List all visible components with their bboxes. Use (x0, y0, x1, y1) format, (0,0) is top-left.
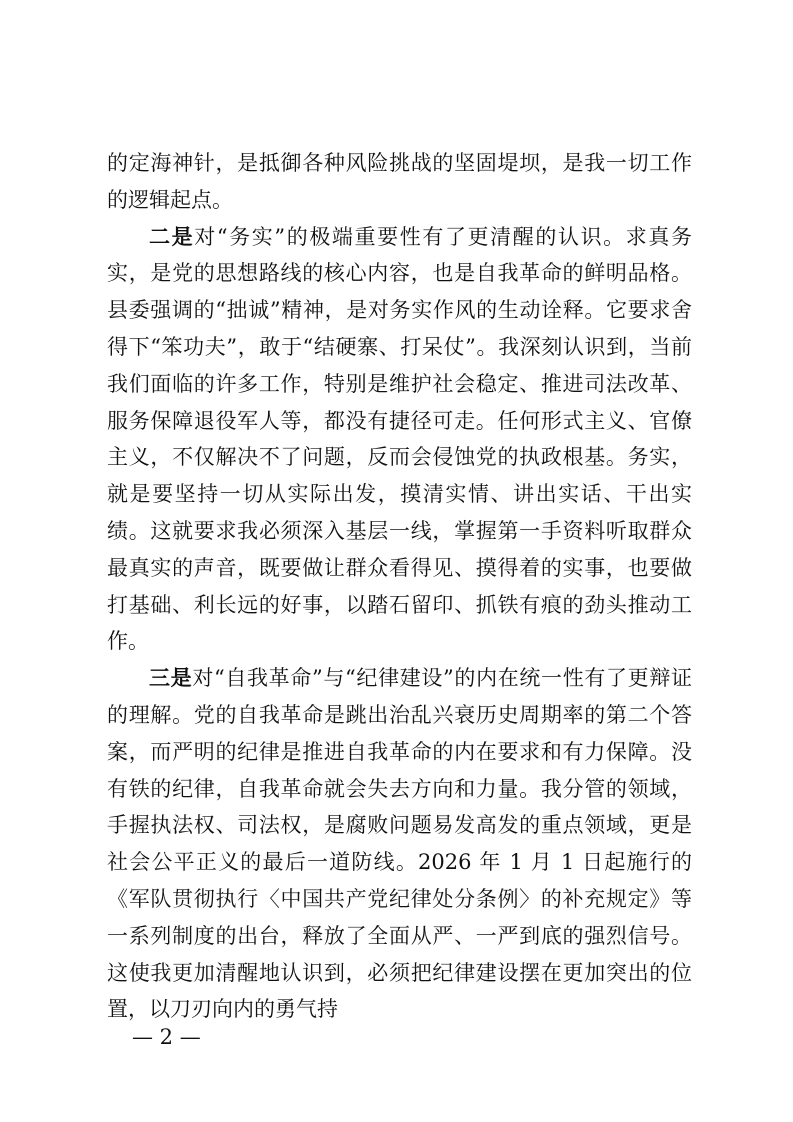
document-body (107, 145, 692, 1028)
page-number: — 2 — (132, 1025, 201, 1049)
paragraph-3 (107, 660, 692, 1028)
paragraph-2-text: 对“务实”的极端重要性有了更清醒的认识。求真务实，是党的思想路线的核心内容，也是自我革命的鲜明品格。县委强调的“拙诚”精神，是对务实作风的生动诠释。它要求舍得下“笨功夫”，敢于“结硬寨、打呆仗”。我深刻认识到，当前我们面临的许多工作，特别是维护社会稳定、推进司法改革、服务保障退役军人等，都没有捷径可走。任何形式主义、官僚主义，不仅解决不了问题，反而会侵蚀党的执政根基。务实，就是要坚持一切从实际出发，摸清实情、讲出实话、干出实绩。这就要求我必须深入基层一线，掌握第一手资料听取群众最真实的声音，既要做让群众看得见、摸得着的实事，也要做打基础、利长远的好事，以踏石留印、抓铁有痕的劲头推动工作。 (107, 224, 692, 654)
paragraph-2 (107, 219, 692, 661)
paragraph-3-text: 对“自我革命”与“纪律建设”的内在统一性有了更辩证的理解。党的自我革命是跳出治乱兴衰历史周期率的第二个答案，而严明的纪律是推进自我革命的内在要求和有力保障。没有铁的纪律，自我革命就会失去方向和力量。我分管的领域，手握执法权、司法权，是腐败问题易发高发的重点领域，更是社会公平正义的最后一道防线。2026 年 1 月 1 日起施行的《军队贯彻执行〈中国共产党纪律处分条例〉的补充规定》等一系列制度的出台，释放了全面从严、一严到底的强烈信号。这使我更加清醒地认识到，必须把纪律建设摆在更加突出的位置，以刀刃向内的勇气持 (107, 666, 692, 1022)
paragraph-1 (107, 145, 692, 219)
paragraph-3-lead: 三是 (149, 666, 193, 691)
paragraph-2-lead: 二是 (149, 224, 195, 249)
paragraph-1-text: 的定海神针，是抵御各种风险挑战的坚固堤坝，是我一切工作的逻辑起点。 (107, 151, 692, 212)
